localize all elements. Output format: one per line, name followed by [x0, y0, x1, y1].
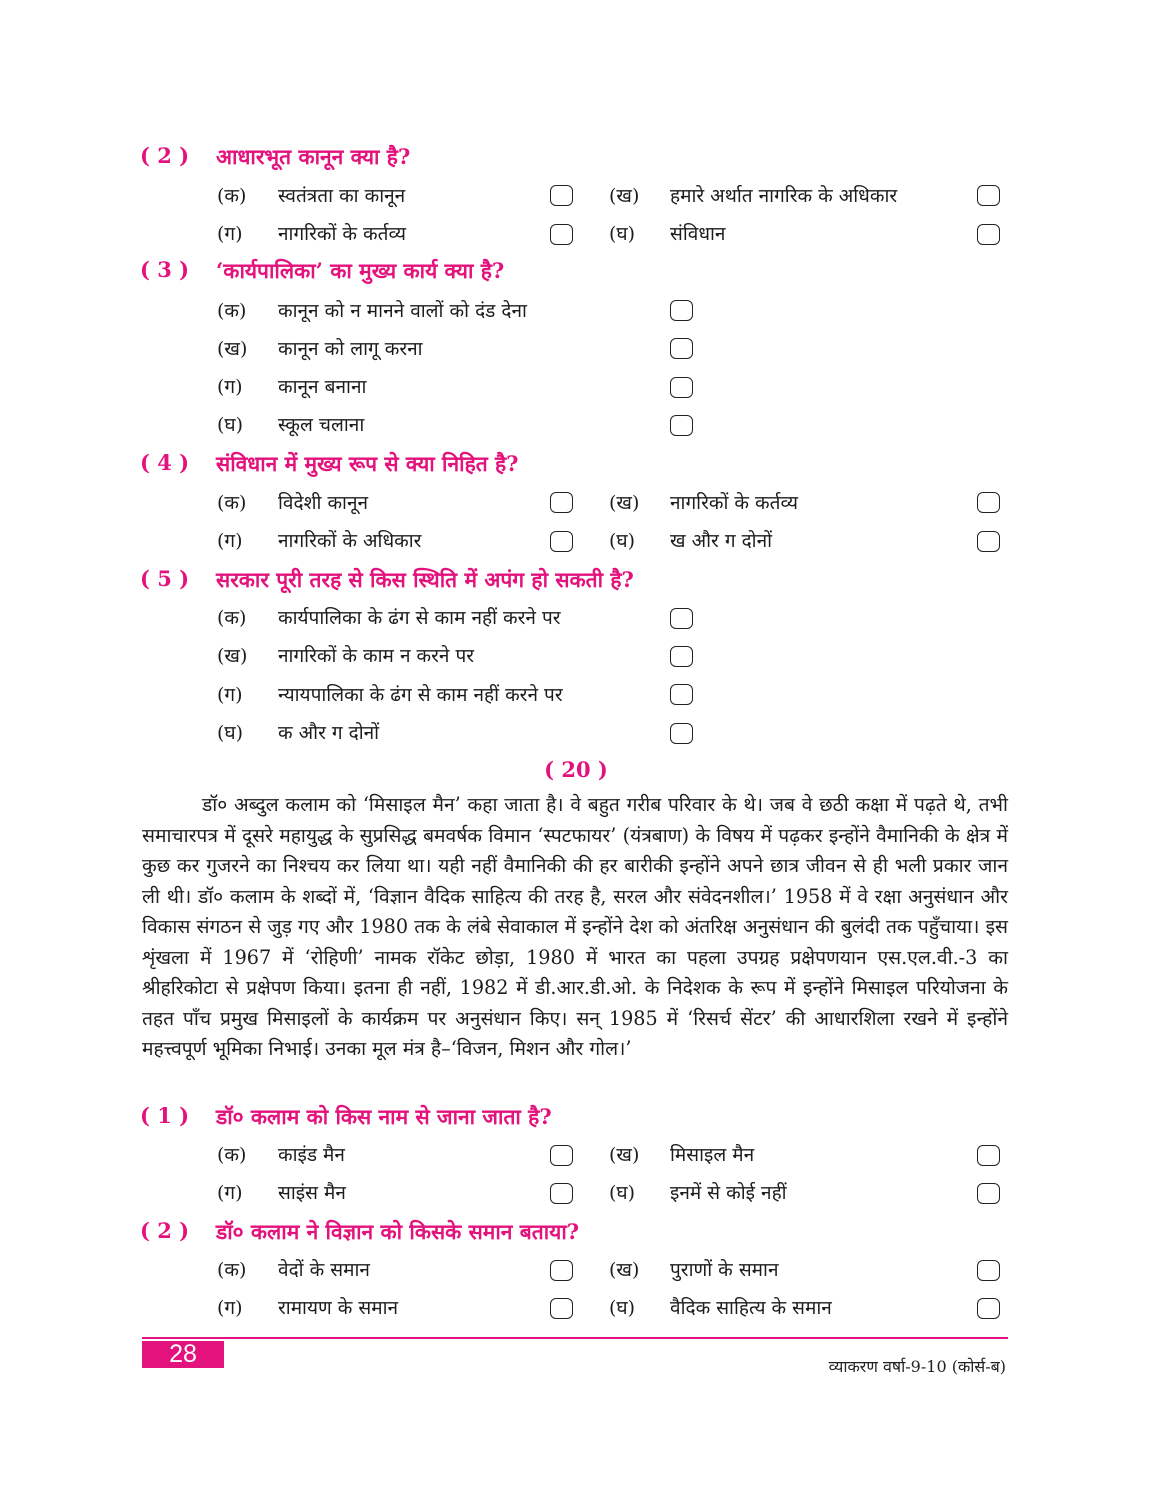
answer-checkbox[interactable]	[977, 492, 1000, 513]
option: (क) स्वतंत्रता का कानून	[217, 185, 406, 207]
option: (क) विदेशी कानून	[217, 492, 369, 514]
question-text: डॉ० कलाम ने विज्ञान को किसके समान बताया?	[216, 1219, 580, 1244]
passage-number: ( 20 )	[544, 757, 608, 782]
option: (ग) नागरिकों के कर्तव्य	[217, 223, 406, 245]
option: (क) कार्यपालिका के ढंग से काम नहीं करने पर	[217, 607, 561, 629]
answer-checkbox[interactable]	[670, 377, 693, 398]
option: (ख) कानून को लागू करना	[217, 338, 423, 360]
question-number: ( 4 )	[140, 450, 190, 475]
answer-checkbox[interactable]	[550, 531, 573, 552]
answer-checkbox[interactable]	[977, 1183, 1000, 1204]
question-text: सरकार पूरी तरह से किस स्थिति में अपंग हो सकती है?	[216, 567, 634, 592]
answer-checkbox[interactable]	[550, 1298, 573, 1319]
answer-checkbox[interactable]	[670, 646, 693, 667]
answer-checkbox[interactable]	[670, 684, 693, 705]
answer-checkbox[interactable]	[670, 300, 693, 321]
answer-checkbox[interactable]	[977, 531, 1000, 552]
option: (ग) नागरिकों के अधिकार	[217, 530, 422, 552]
question-number: ( 1 )	[140, 1103, 190, 1128]
question-number: ( 2 )	[140, 143, 190, 168]
question-number: ( 3 )	[140, 257, 190, 282]
option: (ख) नागरिकों के कर्तव्य	[609, 492, 798, 514]
answer-checkbox[interactable]	[977, 224, 1000, 245]
option: (ग) कानून बनाना	[217, 376, 367, 398]
option: (ग) न्यायपालिका के ढंग से काम नहीं करने पर	[217, 684, 563, 706]
answer-checkbox[interactable]	[670, 415, 693, 436]
option: (घ) इनमें से कोई नहीं	[609, 1182, 787, 1204]
question-number: ( 5 )	[140, 566, 190, 591]
answer-checkbox[interactable]	[670, 608, 693, 629]
answer-checkbox[interactable]	[977, 1298, 1000, 1319]
answer-checkbox[interactable]	[550, 1183, 573, 1204]
footer-rule	[142, 1337, 1008, 1339]
answer-checkbox[interactable]	[550, 1260, 573, 1281]
option: (ख) मिसाइल मैन	[609, 1144, 755, 1166]
passage-text: डॉ० अब्दुल कलाम को ‘मिसाइल मैन’ कहा जाता है। वे बहुत गरीब परिवार के थे। जब वे छठी कक्षा में पढ़ते थे, तभी समाचारपत्र में दूसरे महायुद्ध के सुप्रसिद्ध बमवर्षक विमान ‘स्पटफायर’ (यंत्रबाण) के विषय में पढ़कर इन्होंने वैमानिकी के क्षेत्र में कुछ कर गुजरने का निश्चय कर लिया था। यही नहीं वैमानिकी की हर बारीकी इन्होंने अपने छात्र जीवन से ही भली प्रकार जान ली थी। डॉ० कलाम के शब्दों में, ‘विज्ञान वैदिक साहित्य की तरह है, सरल और संवेदनशील।’ 1958 में वे रक्षा अनुसंधान और विकास संगठन से जुड़ गए और 1980 तक के लंबे सेवाकाल में इन्होंने देश को अंतरिक्ष अनुसंधान की बुलंदी तक पहुँचाया। इस शृंखला में 1967 में ‘रोहिणी’ नामक रॉकेट छोड़ा, 1980 में भारत का पहला उपग्रह प्रक्षेपणयान एस.एल.वी.-3 का श्रीहरिकोटा से प्रक्षेपण किया। इतना ही नहीं, 1982 में डी.आर.डी.ओ. के निदेशक के रूप में इन्होंने मिसाइल परियोजना के तहत पाँच प्रमुख मिसाइलों के कार्यक्रम पर अनुसंधान किए। सन् 1985 में ‘रिसर्च सेंटर’ की आधारशिला रखने में इन्होंने महत्त्वपूर्ण भूमिका निभाई। उनका मूल मंत्र है–‘विजन, मिशन और गोल।’	[142, 793, 1008, 1060]
answer-checkbox[interactable]	[670, 723, 693, 744]
question-text: डॉ० कलाम को किस नाम से जाना जाता है?	[216, 1104, 552, 1129]
question-heading	[140, 1218, 579, 1246]
option: (ग) साइंस मैन	[217, 1182, 346, 1204]
option: (घ) ख और ग दोनों	[609, 530, 773, 552]
answer-checkbox[interactable]	[550, 224, 573, 245]
question-text: ‘कार्यपालिका’ का मुख्य कार्य क्या है?	[216, 258, 505, 283]
option: (क) काइंड मैन	[217, 1144, 345, 1166]
question-heading	[140, 257, 504, 285]
option: (ग) रामायण के समान	[217, 1297, 399, 1319]
answer-checkbox[interactable]	[977, 185, 1000, 206]
answer-checkbox[interactable]	[550, 1145, 573, 1166]
option: (घ) संविधान	[609, 223, 726, 245]
option: (घ) वैदिक साहित्य के समान	[609, 1297, 832, 1319]
answer-checkbox[interactable]	[977, 1145, 1000, 1166]
option: (ख) हमारे अर्थात नागरिक के अधिकार	[609, 185, 898, 207]
answer-checkbox[interactable]	[977, 1260, 1000, 1281]
answer-checkbox[interactable]	[550, 185, 573, 206]
answer-checkbox[interactable]	[670, 338, 693, 359]
question-number: ( 2 )	[140, 1218, 190, 1243]
question-text: आधारभूत कानून क्या है?	[216, 144, 411, 169]
book-title: व्याकरण वर्षा-9-10 (कोर्स-ब)	[828, 1357, 1006, 1376]
question-text: संविधान में मुख्य रूप से क्या निहित है?	[216, 451, 519, 476]
option: (घ) स्कूल चलाना	[217, 414, 365, 436]
question-heading	[140, 566, 634, 594]
option: (ख) पुराणों के समान	[609, 1259, 779, 1281]
option: (क) कानून को न मानने वालों को दंड देना	[217, 300, 527, 322]
page-number: 28	[142, 1341, 224, 1368]
question-heading	[140, 450, 518, 478]
option: (क) वेदों के समान	[217, 1259, 370, 1281]
option: (घ) क और ग दोनों	[217, 722, 380, 744]
question-heading	[140, 143, 410, 171]
question-heading	[140, 1103, 552, 1131]
answer-checkbox[interactable]	[550, 492, 573, 513]
option: (ख) नागरिकों के काम न करने पर	[217, 645, 475, 667]
